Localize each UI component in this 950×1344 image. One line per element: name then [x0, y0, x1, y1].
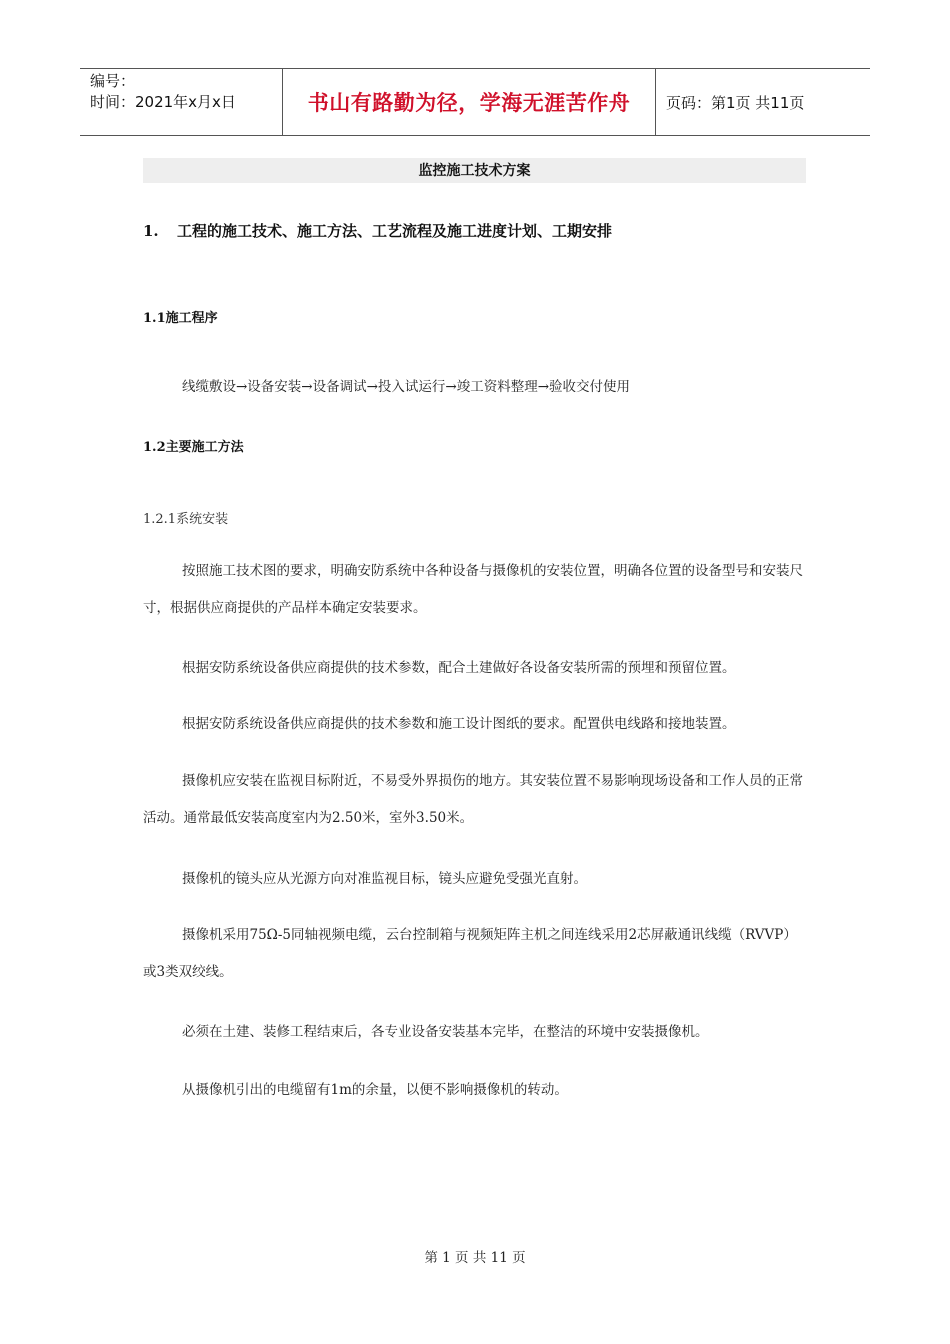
- paragraph: 摄像机的镜头应从光源方向对准监视目标，镜头应避免受强光直射。: [182, 871, 587, 887]
- page-footer: 第 1 页 共 11 页: [424, 1250, 526, 1266]
- section-1-heading: [143, 220, 612, 241]
- paragraph: 按照施工技术图的要求，明确安防系统中各种设备与摄像机的安装位置，明确各位置的设备型号和安装尺寸，根据供应商提供的产品样本确定安装要求。: [143, 563, 803, 616]
- header-meta: [80, 69, 282, 135]
- section-1-number: 1.: [143, 222, 159, 240]
- subsection-1-2-heading: 1.2主要施工方法: [143, 440, 244, 455]
- section-1-title: 工程的施工技术、施工方法、工艺流程及施工进度计划、工期安排: [177, 222, 613, 240]
- subsection-1-1-heading: 1.1施工程序: [143, 311, 218, 326]
- paragraph: 摄像机采用75Ω-5同轴视频电缆，云台控制箱与视频矩阵主机之间连线采用2芯屏蔽通讯线缆（RVVP）或3类双绞线。: [143, 927, 797, 980]
- construction-procedure-text: 线缆敷设→设备安装→设备调试→投入试运行→竣工资料整理→验收交付使用: [182, 379, 631, 395]
- number-label: 编号：: [90, 72, 136, 90]
- paragraph: 必须在土建、装修工程结束后，各专业设备安装基本完毕，在整洁的环境中安装摄像机。: [182, 1024, 709, 1040]
- paragraph: 摄像机应安装在监视目标附近，不易受外界损伤的地方。其安装位置不易影响现场设备和工作人员的正常活动。通常最低安装高度室内为2.50米，室外3.50米。: [143, 773, 803, 826]
- document-title: 监控施工技术方案: [143, 158, 806, 183]
- header-page-info: 页码：第1页 共11页: [666, 93, 805, 112]
- paragraph: 根据安防系统设备供应商提供的技术参数和施工设计图纸的要求。配置供电线路和接地装置。: [182, 716, 736, 732]
- paragraph: 从摄像机引出的电缆留有1m的余量，以便不影响摄像机的转动。: [182, 1082, 568, 1098]
- time-label: 时间：2021年x月x日: [90, 93, 236, 111]
- subsection-1-2-1-heading: 1.2.1系统安装: [143, 512, 229, 527]
- header-motto: 书山有路勤为径，学海无涯苦作舟: [282, 69, 656, 135]
- document-header: [80, 68, 870, 136]
- paragraph: 根据安防系统设备供应商提供的技术参数，配合土建做好各设备安装所需的预埋和预留位置。: [182, 660, 736, 676]
